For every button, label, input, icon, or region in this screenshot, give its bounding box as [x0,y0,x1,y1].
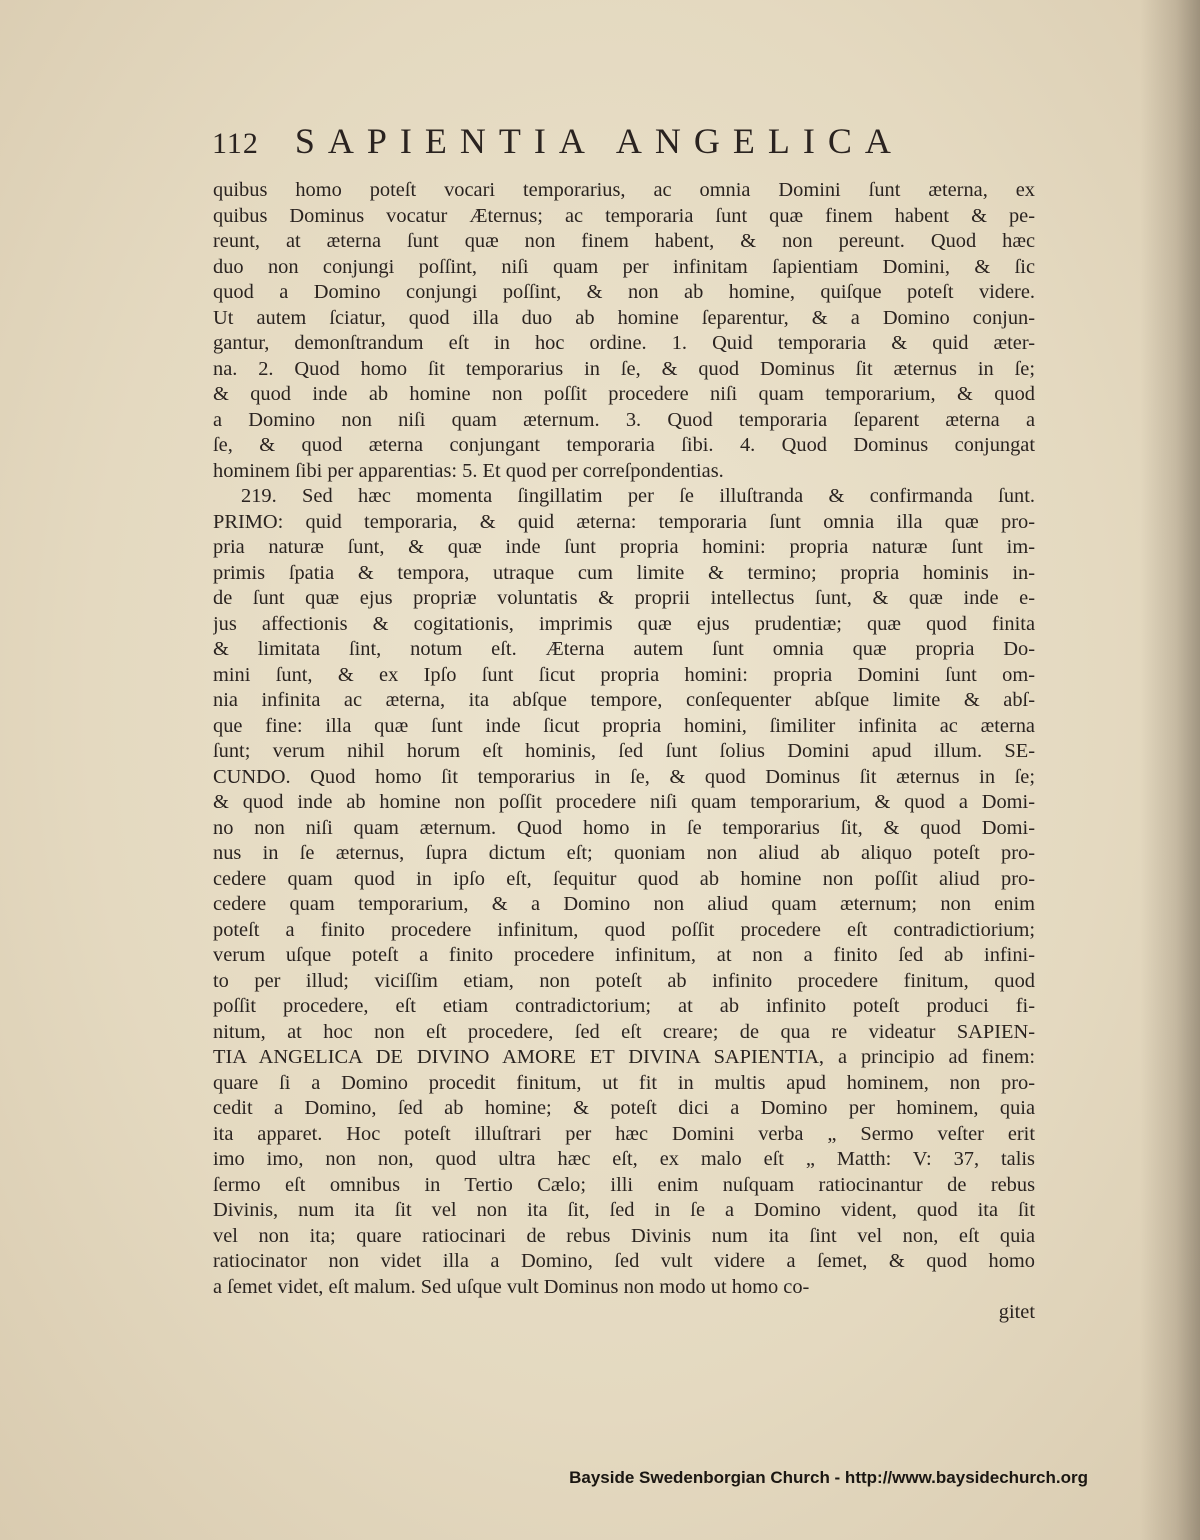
text-line: a Domino non niſi quam æternum. 3. Quod temporaria ſeparent æterna a [213,408,1035,431]
text-line: ſermo eſt omnibus in Tertio Cælo; illi enim nuſquam ratiocinantur de rebus [213,1173,1035,1196]
text-line: vel non ita; quare ratiocinari de rebus Divinis num ita ſint vel non, eſt quia [213,1224,1035,1247]
page-header [212,120,1032,170]
text-line: nitum, at hoc non eſt procedere, ſed eſt creare; de qua re videatur SAPIEN- [213,1020,1035,1043]
text-line: ratiocinator non videt illa a Domino, ſed vult videre a ſemet, & quod homo [213,1250,1035,1272]
text-line: mini ſunt, & ex Ipſo ſunt ſicut propria homini: propria Domini ſunt om- [213,663,1035,686]
text-line: hominem ſibi per apparentias: 5. Et quod per correſpondentias. [213,459,724,482]
text-line: gantur, demonſtrandum eſt in hoc ordine. 1. Quid temporaria & quid æter- [213,332,1035,354]
text-line: jus affectionis & cogitationis, imprimis quæ ejus prudentiæ; quæ quod finita [213,612,1035,635]
text-line: primis ſpatia & tempora, utraque cum limite & termino; propria hominis in- [213,561,1035,584]
text-line: no non niſi quam æternum. Quod homo in ſe temporarius ſit, & quod Domi- [213,816,1035,839]
running-title: SAPIENTIA ANGELICA [294,121,904,161]
text-line: ita apparet. Hoc poteſt illuſtrari per hæc Domini verba „ Sermo veſter erit [213,1122,1035,1145]
text-line: quibus Dominus vocatur Æternus; ac temporaria ſunt quæ finem habent & pe- [213,204,1035,227]
text-line: verum uſque poteſt a finito procedere infinitum, at non a finito ſed ab infini- [213,944,1035,966]
text-line: ſe, & quod æterna conjungant temporaria ſibi. 4. Quod Dominus conjungat [213,434,1035,456]
text-line: na. 2. Quod homo ſit temporarius in ſe, & quod Dominus ſit æternus in ſe; [213,357,1035,380]
text-line: ſunt; verum nihil horum eſt hominis, ſed ſunt ſolius Domini apud illum. SE- [213,740,1035,762]
footer-credit: Bayside Swedenborgian Church - http://www.baysidechurch.org [569,1468,1088,1487]
text-line: PRIMO: quid temporaria, & quid æterna: temporaria ſunt omnia illa quæ pro- [213,510,1035,533]
text-line: quibus homo poteſt vocari temporarius, ac omnia Domini ſunt æterna, ex [213,179,1035,201]
text-line: cedere quam temporarium, & a Domino non aliud quam æternum; non enim [213,893,1035,915]
text-line: quod a Domino conjungi poſſint, & non ab homine, quiſque poteſt videre. [213,281,1035,303]
text-line: TIA ANGELICA DE DIVINO AMORE ET DIVINA SAPIENTIA, a principio ad finem: [213,1046,1035,1068]
text-line: poteſt a finito procedere infinitum, quod poſſit procedere eſt contradictiorium; [213,918,1035,941]
page-edge-shadow [1140,0,1200,1540]
text-line: de ſunt quæ ejus propriæ voluntatis & proprii intellectus ſunt, & quæ inde e- [213,587,1035,609]
text-line: to per illud; viciſſim etiam, non poteſt ab infinito procedere finitum, quod [213,969,1035,992]
text-line: poſſit procedere, eſt etiam contradictorium; at ab infinito poteſt produci fi- [213,995,1035,1017]
text-line: & quod inde ab homine non poſſit procedere niſi quam temporarium, & quod [213,383,1035,405]
text-line: Ut autem ſciatur, quod illa duo ab homine ſeparentur, & a Domino conjun- [213,306,1035,329]
text-line: a ſemet videt, eſt malum. Sed uſque vult Dominus non modo ut homo co- [213,1275,810,1298]
catchword: gitet [998,1301,1035,1323]
text-line: cedere quam quod in ipſo eſt, ſequitur quod ab homine non poſſit aliud pro- [213,867,1035,890]
text-line: & quod inde ab homine non poſſit procedere niſi quam temporarium, & quod a Domi- [213,791,1035,813]
text-line: CUNDO. Quod homo ſit temporarius in ſe, & quod Dominus ſit æternus in ſe; [213,765,1035,788]
text-line: cedit a Domino, ſed ab homine; & poteſt dici a Domino per hominem, quia [213,1097,1035,1119]
text-line: pria naturæ ſunt, & quæ inde ſunt propria homini: propria naturæ ſunt im- [213,536,1035,558]
text-line: que fine: illa quæ ſunt inde ſicut propria homini, ſimiliter infinita ac æterna [213,714,1035,737]
text-line: imo imo, non non, quod ultra hæc eſt, ex malo eſt „ Matth: V: 37, talis [213,1148,1035,1170]
text-line: duo non conjungi poſſint, niſi quam per infinitam ſapientiam Domini, & ſic [213,255,1035,278]
text-line: quare ſi a Domino procedit finitum, ut fit in multis apud hominem, non pro- [213,1071,1035,1094]
text-line: nia infinita ac æterna, ita abſque tempore, conſequenter abſque limite & abſ- [213,689,1035,711]
text-line: & limitata ſint, notum eſt. Æterna autem ſunt omnia quæ propria Do- [213,638,1035,660]
text-line: nus in ſe æternus, ſupra dictum eſt; quoniam non aliud ab aliquo poteſt pro- [213,842,1035,864]
page-number: 112 [212,127,259,160]
text-line: reunt, at æterna ſunt quæ non finem habent, & non pereunt. Quod hæc [213,230,1035,252]
text-line: 219. Sed hæc momenta ſingillatim per ſe illuſtranda & confirmanda ſunt. [241,485,1035,507]
text-line: Divinis, num ita ſit vel non ita ſit, ſed in ſe a Domino vident, quod ita ſit [213,1199,1035,1221]
body-text [213,178,1035,1326]
